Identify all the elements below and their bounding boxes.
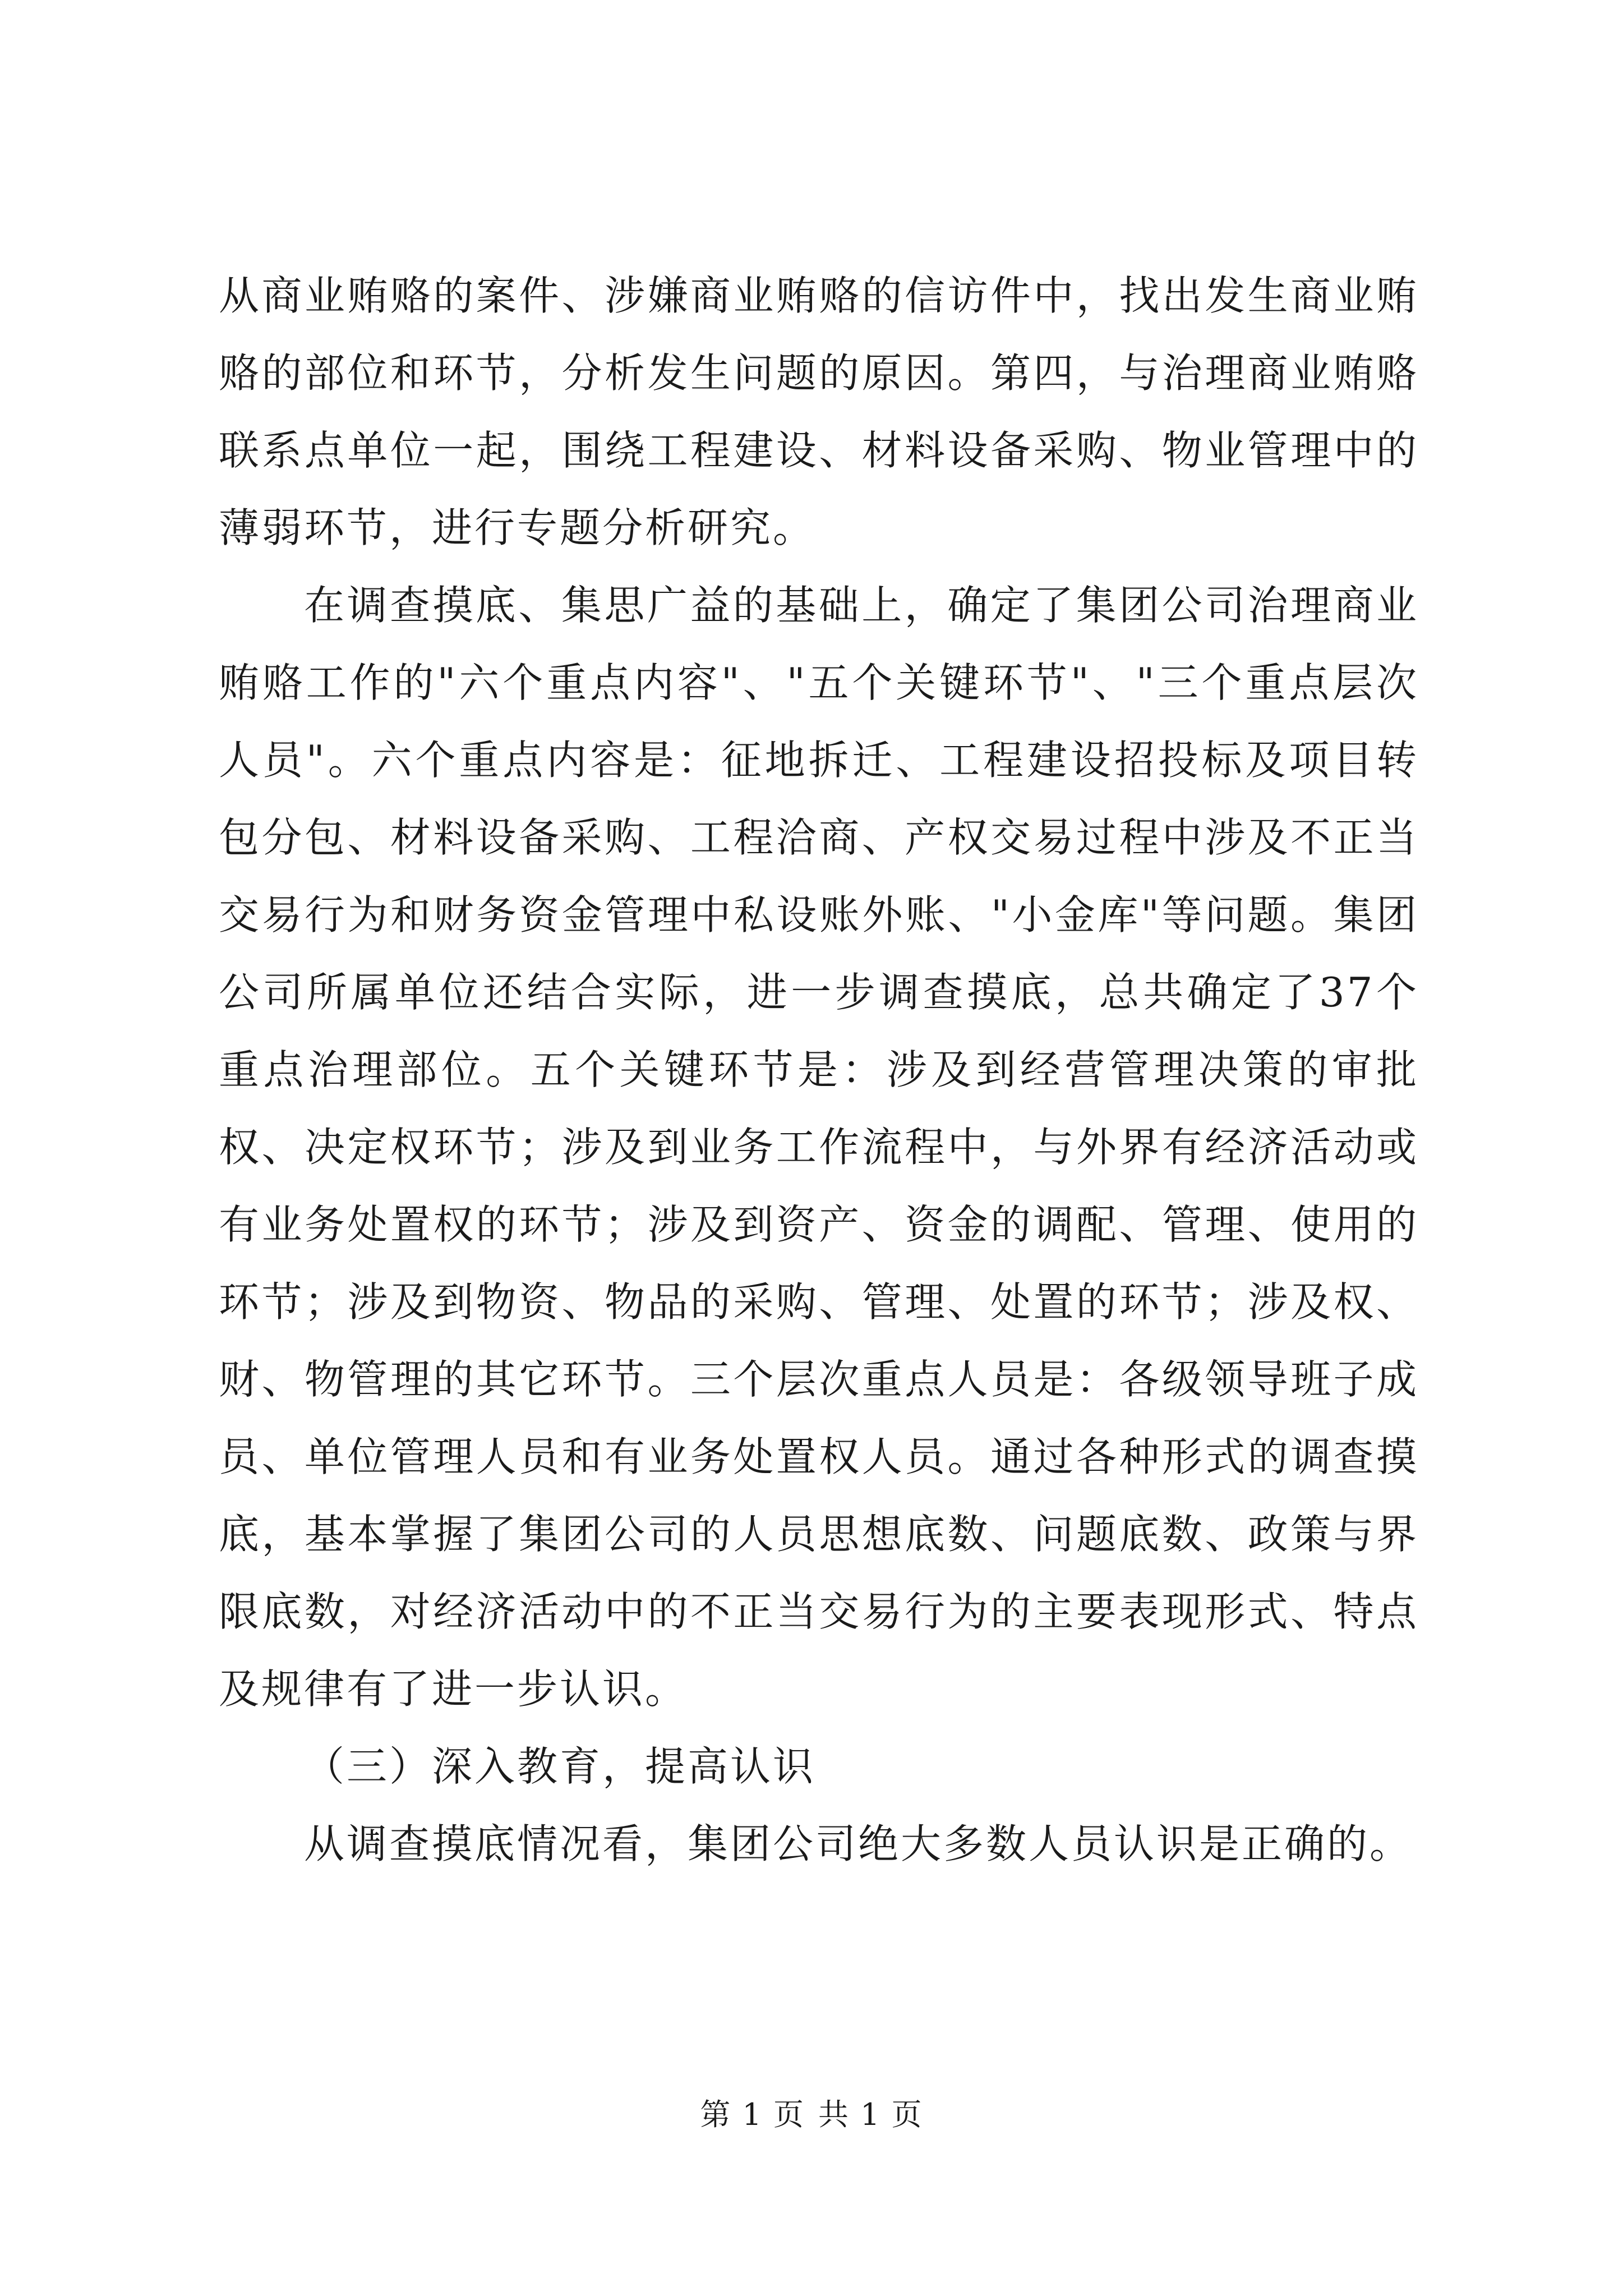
section-heading: （三）深入教育，提高认识 (304, 1743, 816, 1790)
paragraph-key-points: 在调查摸底、集思广益的基础上，确定了集团公司治理商业贿赂工作的"六个重点内容"、"五个关键环节"、"三个重点层次人员"。六个重点内容是：征地拆迁、工程建设招投标及项目转包分包、材料设备采购、工程洽商、产权交易过程中涉及不正当交易行为和财务资金管理中私设账外账、"小金库"等问题。集团公司所属单位还结合实际，进一步调查摸底，总共确定了37个重点治理部位。五个关键环节是：涉及到经营管理决策的审批权、决定权环节；涉及到业务工作流程中，与外界有经济活动或有业务处置权的环节；涉及到资产、资金的调配、管理、使用的环节；涉及到物资、物品的采购、管理、处置的环节；涉及权、财、物管理的其它环节。三个层次重点人员是：各级领导班子成员、单位管理人员和有业务处置权人员。通过各种形式的调查摸底，基本掌握了集团公司的人员思想底数、问题底数、政策与界限底数，对经济活动中的不正当交易行为的主要表现形式、特点及规律有了进一步认识。 (219, 582, 1419, 1713)
page-footer (0, 2095, 1623, 2134)
paragraph-continuation: 从商业贿赂的案件、涉嫌商业贿赂的信访件中，找出发生商业贿赂的部位和环节，分析发生问题的原因。第四，与治理商业贿赂联系点单位一起，围绕工程建设、材料设备采购、物业管理中的薄弱环节，进行专题分析研究。 (219, 272, 1419, 551)
page-number-total: 共 1 页 (818, 2097, 923, 2132)
document-body (219, 257, 1419, 1883)
page-number-current: 第 1 页 (700, 2097, 805, 2132)
paragraph-survey-findings: 从调查摸底情况看，集团公司绝大多数人员认识是正确的。 (304, 1820, 1413, 1867)
